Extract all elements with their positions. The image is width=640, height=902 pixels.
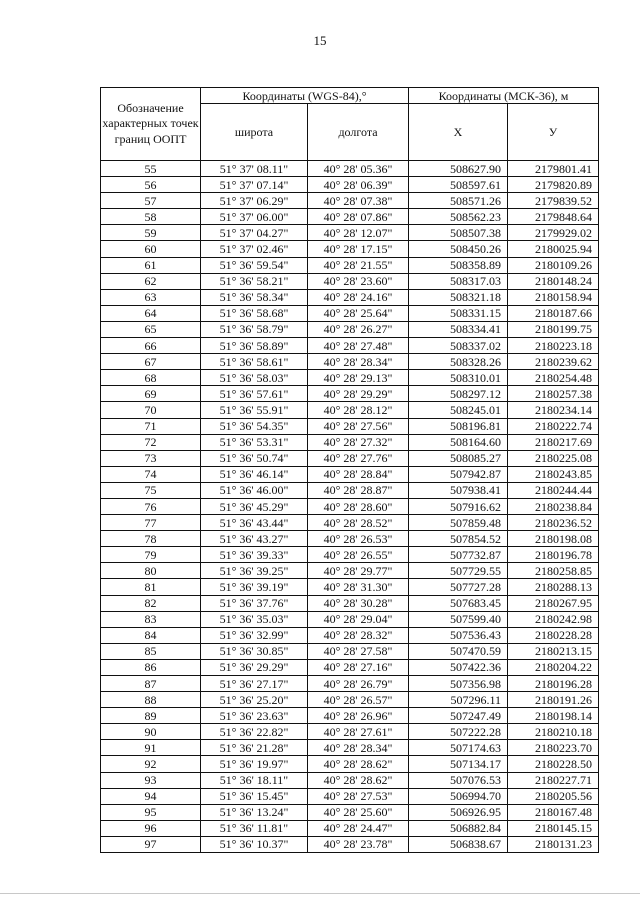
cell-point-id: 80 (101, 563, 201, 579)
cell-longitude: 40° 28' 06.39" (308, 177, 409, 193)
cell-y-coordinate: 2180196.78 (508, 547, 599, 563)
cell-x-coordinate: 508597.61 (409, 177, 508, 193)
cell-y-coordinate: 2180223.18 (508, 338, 599, 354)
cell-latitude: 51° 37' 06.29" (201, 193, 308, 209)
cell-longitude: 40° 28' 26.96" (308, 708, 409, 724)
cell-longitude: 40° 28' 28.84" (308, 466, 409, 482)
cell-x-coordinate: 508085.27 (409, 450, 508, 466)
cell-latitude: 51° 36' 50.74" (201, 450, 308, 466)
cell-latitude: 51° 36' 25.20" (201, 692, 308, 708)
cell-longitude: 40° 28' 23.60" (308, 273, 409, 289)
cell-y-coordinate: 2180196.28 (508, 676, 599, 692)
cell-x-coordinate: 508507.38 (409, 225, 508, 241)
cell-point-id: 58 (101, 209, 201, 225)
cell-longitude: 40° 28' 28.32" (308, 627, 409, 643)
cell-latitude: 51° 36' 39.33" (201, 547, 308, 563)
cell-x-coordinate: 508331.15 (409, 305, 508, 321)
cell-point-id: 82 (101, 595, 201, 611)
cell-latitude: 51° 36' 23.63" (201, 708, 308, 724)
cell-y-coordinate: 2179929.02 (508, 225, 599, 241)
table-row (101, 692, 599, 708)
cell-y-coordinate: 2180227.71 (508, 772, 599, 788)
cell-point-id: 87 (101, 676, 201, 692)
cell-y-coordinate: 2180204.22 (508, 659, 599, 675)
cell-point-id: 86 (101, 659, 201, 675)
cell-y-coordinate: 2180242.98 (508, 611, 599, 627)
cell-longitude: 40° 28' 27.48" (308, 338, 409, 354)
cell-y-coordinate: 2180228.50 (508, 756, 599, 772)
cell-point-id: 67 (101, 354, 201, 370)
cell-longitude: 40° 28' 07.38" (308, 193, 409, 209)
cell-longitude: 40° 28' 28.34" (308, 740, 409, 756)
cell-y-coordinate: 2180191.26 (508, 692, 599, 708)
cell-latitude: 51° 36' 22.82" (201, 724, 308, 740)
header-x: X (409, 104, 508, 161)
cell-latitude: 51° 36' 46.14" (201, 466, 308, 482)
cell-x-coordinate: 507916.62 (409, 498, 508, 514)
cell-latitude: 51° 36' 11.81" (201, 820, 308, 836)
cell-x-coordinate: 508297.12 (409, 386, 508, 402)
header-latitude: широта (201, 104, 308, 161)
cell-y-coordinate: 2179839.52 (508, 193, 599, 209)
cell-x-coordinate: 507076.53 (409, 772, 508, 788)
table-row (101, 804, 599, 820)
cell-point-id: 63 (101, 289, 201, 305)
table-row (101, 305, 599, 321)
cell-latitude: 51° 36' 10.37" (201, 836, 308, 852)
table-row (101, 289, 599, 305)
cell-longitude: 40° 28' 27.58" (308, 643, 409, 659)
cell-x-coordinate: 506838.67 (409, 836, 508, 852)
table-row (101, 177, 599, 193)
cell-x-coordinate: 507854.52 (409, 531, 508, 547)
cell-y-coordinate: 2179801.41 (508, 161, 599, 177)
cell-x-coordinate: 507536.43 (409, 627, 508, 643)
cell-y-coordinate: 2180244.44 (508, 482, 599, 498)
cell-x-coordinate: 507470.59 (409, 643, 508, 659)
cell-latitude: 51° 36' 58.34" (201, 289, 308, 305)
cell-x-coordinate: 507727.28 (409, 579, 508, 595)
cell-point-id: 69 (101, 386, 201, 402)
cell-point-id: 93 (101, 772, 201, 788)
cell-latitude: 51° 36' 30.85" (201, 643, 308, 659)
table-row (101, 418, 599, 434)
cell-latitude: 51° 36' 58.61" (201, 354, 308, 370)
cell-point-id: 90 (101, 724, 201, 740)
cell-x-coordinate: 507859.48 (409, 515, 508, 531)
cell-latitude: 51° 36' 53.31" (201, 434, 308, 450)
cell-point-id: 77 (101, 515, 201, 531)
cell-x-coordinate: 507296.11 (409, 692, 508, 708)
table-row (101, 498, 599, 514)
cell-latitude: 51° 36' 39.25" (201, 563, 308, 579)
cell-y-coordinate: 2180025.94 (508, 241, 599, 257)
cell-latitude: 51° 36' 54.35" (201, 418, 308, 434)
cell-latitude: 51° 36' 58.21" (201, 273, 308, 289)
cell-latitude: 51° 37' 06.00" (201, 209, 308, 225)
table-row (101, 611, 599, 627)
cell-y-coordinate: 2180225.08 (508, 450, 599, 466)
header-msk36: Координаты (МСК-36), м (409, 88, 599, 104)
table-row (101, 708, 599, 724)
cell-x-coordinate: 508317.03 (409, 273, 508, 289)
cell-y-coordinate: 2180234.14 (508, 402, 599, 418)
table-row (101, 273, 599, 289)
cell-point-id: 62 (101, 273, 201, 289)
cell-longitude: 40° 28' 17.15" (308, 241, 409, 257)
cell-y-coordinate: 2180167.48 (508, 804, 599, 820)
cell-point-id: 75 (101, 482, 201, 498)
cell-x-coordinate: 508164.60 (409, 434, 508, 450)
cell-latitude: 51° 36' 43.27" (201, 531, 308, 547)
header-y: У (508, 104, 599, 161)
cell-latitude: 51° 36' 15.45" (201, 788, 308, 804)
cell-y-coordinate: 2180187.66 (508, 305, 599, 321)
cell-latitude: 51° 36' 58.03" (201, 370, 308, 386)
cell-y-coordinate: 2180228.28 (508, 627, 599, 643)
cell-longitude: 40° 28' 29.04" (308, 611, 409, 627)
cell-latitude: 51° 36' 35.03" (201, 611, 308, 627)
cell-latitude: 51° 37' 07.14" (201, 177, 308, 193)
cell-latitude: 51° 36' 39.19" (201, 579, 308, 595)
header-longitude: долгота (308, 104, 409, 161)
table-row (101, 450, 599, 466)
cell-longitude: 40° 28' 05.36" (308, 161, 409, 177)
table-row (101, 354, 599, 370)
cell-latitude: 51° 36' 18.11" (201, 772, 308, 788)
cell-x-coordinate: 507942.87 (409, 466, 508, 482)
cell-point-id: 94 (101, 788, 201, 804)
cell-x-coordinate: 507422.36 (409, 659, 508, 675)
cell-y-coordinate: 2180222.74 (508, 418, 599, 434)
cell-point-id: 56 (101, 177, 201, 193)
cell-longitude: 40° 28' 28.62" (308, 772, 409, 788)
cell-longitude: 40° 28' 28.12" (308, 402, 409, 418)
cell-longitude: 40° 28' 25.64" (308, 305, 409, 321)
table-row (101, 386, 599, 402)
cell-y-coordinate: 2180109.26 (508, 257, 599, 273)
cell-point-id: 88 (101, 692, 201, 708)
cell-y-coordinate: 2180198.08 (508, 531, 599, 547)
cell-longitude: 40° 28' 26.53" (308, 531, 409, 547)
cell-point-id: 78 (101, 531, 201, 547)
coordinates-table (100, 87, 599, 853)
table-row (101, 756, 599, 772)
page-bottom-rule (0, 893, 640, 894)
cell-y-coordinate: 2180236.52 (508, 515, 599, 531)
cell-point-id: 83 (101, 611, 201, 627)
table-row (101, 788, 599, 804)
header-wgs84: Координаты (WGS-84),° (201, 88, 409, 104)
cell-longitude: 40° 28' 30.28" (308, 595, 409, 611)
header-point-designation: Обозначение характерных точек границ ООПТ (101, 88, 201, 161)
cell-point-id: 64 (101, 305, 201, 321)
cell-y-coordinate: 2180217.69 (508, 434, 599, 450)
cell-point-id: 79 (101, 547, 201, 563)
cell-x-coordinate: 508562.23 (409, 209, 508, 225)
cell-longitude: 40° 28' 27.56" (308, 418, 409, 434)
cell-point-id: 55 (101, 161, 201, 177)
cell-point-id: 85 (101, 643, 201, 659)
cell-y-coordinate: 2180205.56 (508, 788, 599, 804)
cell-longitude: 40° 28' 26.27" (308, 321, 409, 337)
cell-y-coordinate: 2180210.18 (508, 724, 599, 740)
cell-point-id: 91 (101, 740, 201, 756)
cell-x-coordinate: 508571.26 (409, 193, 508, 209)
cell-x-coordinate: 508627.90 (409, 161, 508, 177)
cell-longitude: 40° 28' 24.16" (308, 289, 409, 305)
cell-longitude: 40° 28' 26.55" (308, 547, 409, 563)
cell-longitude: 40° 28' 28.62" (308, 756, 409, 772)
cell-point-id: 74 (101, 466, 201, 482)
cell-x-coordinate: 506994.70 (409, 788, 508, 804)
table-row (101, 643, 599, 659)
cell-point-id: 60 (101, 241, 201, 257)
table-row (101, 257, 599, 273)
cell-longitude: 40° 28' 26.79" (308, 676, 409, 692)
cell-x-coordinate: 508358.89 (409, 257, 508, 273)
cell-latitude: 51° 36' 13.24" (201, 804, 308, 820)
cell-point-id: 61 (101, 257, 201, 273)
table-row (101, 434, 599, 450)
cell-latitude: 51° 36' 59.54" (201, 257, 308, 273)
cell-longitude: 40° 28' 29.29" (308, 386, 409, 402)
cell-longitude: 40° 28' 28.87" (308, 482, 409, 498)
cell-latitude: 51° 37' 02.46" (201, 241, 308, 257)
cell-point-id: 76 (101, 498, 201, 514)
cell-point-id: 68 (101, 370, 201, 386)
cell-x-coordinate: 506882.84 (409, 820, 508, 836)
cell-x-coordinate: 507732.87 (409, 547, 508, 563)
cell-longitude: 40° 28' 21.55" (308, 257, 409, 273)
cell-x-coordinate: 508310.01 (409, 370, 508, 386)
cell-x-coordinate: 508450.26 (409, 241, 508, 257)
cell-longitude: 40° 28' 25.60" (308, 804, 409, 820)
cell-latitude: 51° 36' 58.68" (201, 305, 308, 321)
cell-y-coordinate: 2179820.89 (508, 177, 599, 193)
cell-y-coordinate: 2180243.85 (508, 466, 599, 482)
cell-latitude: 51° 37' 04.27" (201, 225, 308, 241)
table-row (101, 241, 599, 257)
cell-latitude: 51° 36' 58.79" (201, 321, 308, 337)
cell-x-coordinate: 507729.55 (409, 563, 508, 579)
cell-latitude: 51° 36' 32.99" (201, 627, 308, 643)
cell-x-coordinate: 507134.17 (409, 756, 508, 772)
page-number: 15 (313, 33, 327, 48)
cell-y-coordinate: 2180223.70 (508, 740, 599, 756)
cell-longitude: 40° 28' 28.34" (308, 354, 409, 370)
cell-latitude: 51° 36' 29.29" (201, 659, 308, 675)
cell-y-coordinate: 2180158.94 (508, 289, 599, 305)
table-row (101, 659, 599, 675)
cell-y-coordinate: 2180213.15 (508, 643, 599, 659)
cell-longitude: 40° 28' 27.53" (308, 788, 409, 804)
cell-x-coordinate: 508328.26 (409, 354, 508, 370)
cell-point-id: 81 (101, 579, 201, 595)
table-row (101, 595, 599, 611)
table-row (101, 820, 599, 836)
table-row (101, 531, 599, 547)
cell-point-id: 66 (101, 338, 201, 354)
cell-latitude: 51° 36' 37.76" (201, 595, 308, 611)
cell-point-id: 96 (101, 820, 201, 836)
cell-longitude: 40° 28' 28.52" (308, 515, 409, 531)
cell-latitude: 51° 36' 45.29" (201, 498, 308, 514)
cell-point-id: 84 (101, 627, 201, 643)
table-row (101, 225, 599, 241)
cell-x-coordinate: 507174.63 (409, 740, 508, 756)
table-row (101, 836, 599, 852)
cell-latitude: 51° 36' 21.28" (201, 740, 308, 756)
cell-point-id: 65 (101, 321, 201, 337)
cell-y-coordinate: 2180238.84 (508, 498, 599, 514)
cell-y-coordinate: 2180254.48 (508, 370, 599, 386)
cell-longitude: 40° 28' 29.77" (308, 563, 409, 579)
cell-x-coordinate: 507938.41 (409, 482, 508, 498)
cell-point-id: 92 (101, 756, 201, 772)
table-row (101, 466, 599, 482)
table-row (101, 338, 599, 354)
cell-point-id: 72 (101, 434, 201, 450)
cell-x-coordinate: 507599.40 (409, 611, 508, 627)
cell-x-coordinate: 508334.41 (409, 321, 508, 337)
cell-y-coordinate: 2180198.14 (508, 708, 599, 724)
table-row (101, 402, 599, 418)
cell-y-coordinate: 2180267.95 (508, 595, 599, 611)
table-row (101, 161, 599, 177)
cell-latitude: 51° 36' 27.17" (201, 676, 308, 692)
cell-longitude: 40° 28' 26.57" (308, 692, 409, 708)
cell-point-id: 89 (101, 708, 201, 724)
cell-y-coordinate: 2180258.85 (508, 563, 599, 579)
cell-longitude: 40° 28' 12.07" (308, 225, 409, 241)
cell-longitude: 40° 28' 07.86" (308, 209, 409, 225)
cell-point-id: 71 (101, 418, 201, 434)
cell-point-id: 95 (101, 804, 201, 820)
cell-latitude: 51° 36' 46.00" (201, 482, 308, 498)
table-row (101, 772, 599, 788)
table-row (101, 740, 599, 756)
table-row (101, 482, 599, 498)
table-row (101, 724, 599, 740)
cell-latitude: 51° 36' 58.89" (201, 338, 308, 354)
cell-x-coordinate: 508245.01 (409, 402, 508, 418)
table-row (101, 515, 599, 531)
table-row (101, 193, 599, 209)
cell-latitude: 51° 36' 43.44" (201, 515, 308, 531)
cell-y-coordinate: 2180288.13 (508, 579, 599, 595)
cell-x-coordinate: 507222.28 (409, 724, 508, 740)
cell-point-id: 59 (101, 225, 201, 241)
cell-x-coordinate: 508337.02 (409, 338, 508, 354)
cell-y-coordinate: 2180131.23 (508, 836, 599, 852)
cell-point-id: 97 (101, 836, 201, 852)
cell-longitude: 40° 28' 24.47" (308, 820, 409, 836)
cell-longitude: 40° 28' 23.78" (308, 836, 409, 852)
cell-longitude: 40° 28' 27.61" (308, 724, 409, 740)
cell-x-coordinate: 508196.81 (409, 418, 508, 434)
cell-y-coordinate: 2180239.62 (508, 354, 599, 370)
cell-latitude: 51° 36' 19.97" (201, 756, 308, 772)
cell-y-coordinate: 2180148.24 (508, 273, 599, 289)
table-row (101, 676, 599, 692)
cell-latitude: 51° 37' 08.11" (201, 161, 308, 177)
cell-x-coordinate: 507247.49 (409, 708, 508, 724)
cell-x-coordinate: 508321.18 (409, 289, 508, 305)
cell-y-coordinate: 2180199.75 (508, 321, 599, 337)
cell-y-coordinate: 2179848.64 (508, 209, 599, 225)
cell-latitude: 51° 36' 57.61" (201, 386, 308, 402)
cell-y-coordinate: 2180145.15 (508, 820, 599, 836)
cell-x-coordinate: 506926.95 (409, 804, 508, 820)
cell-longitude: 40° 28' 31.30" (308, 579, 409, 595)
table-row (101, 209, 599, 225)
cell-longitude: 40° 28' 28.60" (308, 498, 409, 514)
table-row (101, 627, 599, 643)
cell-latitude: 51° 36' 55.91" (201, 402, 308, 418)
table-row (101, 370, 599, 386)
cell-longitude: 40° 28' 27.32" (308, 434, 409, 450)
cell-point-id: 73 (101, 450, 201, 466)
cell-x-coordinate: 507683.45 (409, 595, 508, 611)
cell-longitude: 40° 28' 27.76" (308, 450, 409, 466)
cell-longitude: 40° 28' 29.13" (308, 370, 409, 386)
cell-x-coordinate: 507356.98 (409, 676, 508, 692)
table-row (101, 563, 599, 579)
table-row (101, 579, 599, 595)
cell-y-coordinate: 2180257.38 (508, 386, 599, 402)
cell-point-id: 70 (101, 402, 201, 418)
table-row (101, 321, 599, 337)
table-row (101, 547, 599, 563)
cell-point-id: 57 (101, 193, 201, 209)
cell-longitude: 40° 28' 27.16" (308, 659, 409, 675)
